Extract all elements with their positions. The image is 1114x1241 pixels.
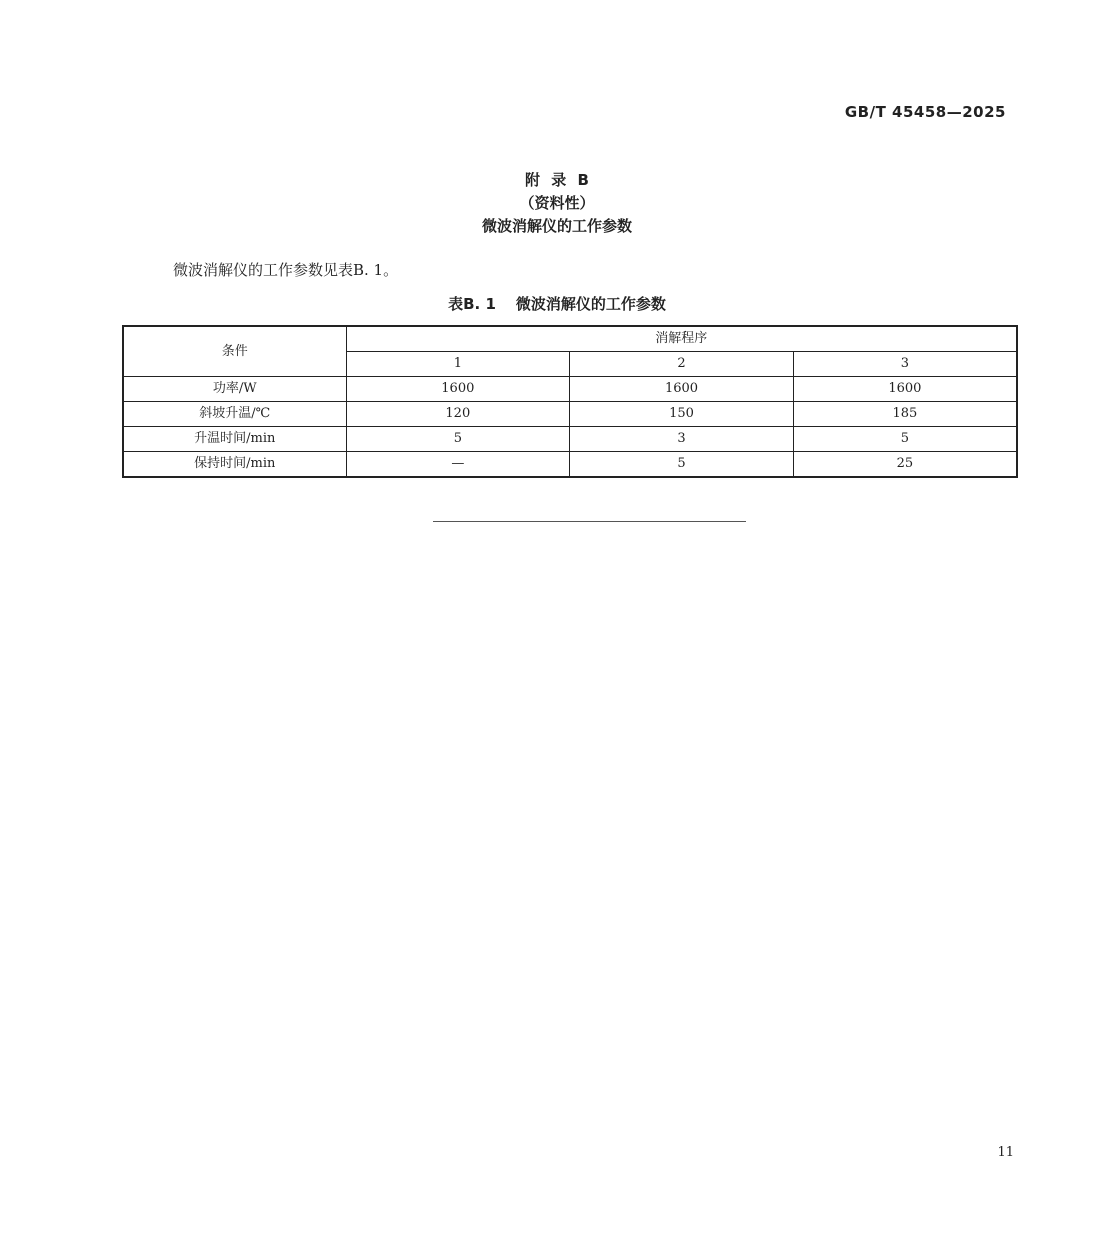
table-row bbox=[123, 402, 1017, 427]
row-label: 升温时间/min bbox=[123, 427, 346, 452]
table-cell: 5 bbox=[346, 427, 570, 452]
table-caption-title: 微波消解仪的工作参数 bbox=[515, 295, 666, 313]
table-cell: 1600 bbox=[346, 377, 570, 402]
table-caption-number: 表B. 1 bbox=[448, 295, 496, 313]
annex-label: 附 录 B bbox=[525, 171, 589, 189]
table-cell: 25 bbox=[793, 452, 1017, 478]
condition-header: 条件 bbox=[123, 326, 346, 377]
table-cell: 150 bbox=[570, 402, 794, 427]
end-rule bbox=[433, 521, 746, 522]
table-cell: 5 bbox=[570, 452, 794, 478]
program-number-cell: 1 bbox=[346, 352, 570, 377]
row-label: 保持时间/min bbox=[123, 452, 346, 478]
program-number-cell: 2 bbox=[570, 352, 794, 377]
parameters-table bbox=[122, 325, 1018, 478]
table-row bbox=[123, 452, 1017, 478]
table-cell: — bbox=[346, 452, 570, 478]
row-label: 功率/W bbox=[123, 377, 346, 402]
table-cell: 185 bbox=[793, 402, 1017, 427]
row-label: 斜坡升温/℃ bbox=[123, 402, 346, 427]
table-row bbox=[123, 377, 1017, 402]
table-cell: 120 bbox=[346, 402, 570, 427]
intro-paragraph: 微波消解仪的工作参数见表B. 1。 bbox=[173, 261, 399, 279]
program-header: 消解程序 bbox=[346, 326, 1017, 352]
page-number: 11 bbox=[997, 1145, 1014, 1160]
table-cell: 5 bbox=[793, 427, 1017, 452]
annex-nature: （资料性） bbox=[519, 194, 595, 212]
table-cell: 1600 bbox=[570, 377, 794, 402]
annex-title: 微波消解仪的工作参数 bbox=[481, 217, 632, 235]
standard-code: GB/T 45458—2025 bbox=[844, 103, 1006, 121]
table-header-row bbox=[123, 326, 1017, 352]
table-cell: 1600 bbox=[793, 377, 1017, 402]
table-caption bbox=[0, 293, 1114, 314]
table-cell: 3 bbox=[570, 427, 794, 452]
table-row bbox=[123, 427, 1017, 452]
program-number-cell: 3 bbox=[793, 352, 1017, 377]
